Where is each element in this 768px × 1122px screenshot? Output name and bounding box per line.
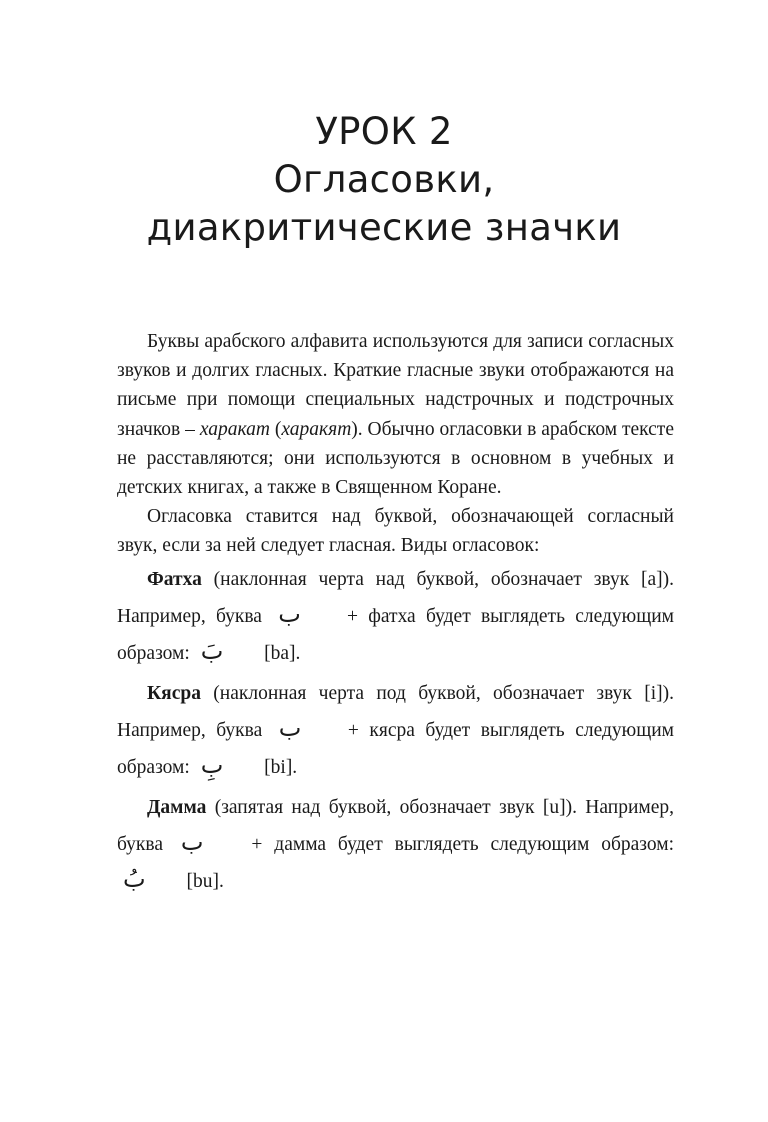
lesson-body <box>117 327 674 899</box>
damma-middle-text: + дамма будет выглядеть следующим образом: <box>251 833 675 855</box>
open-paren: ( <box>274 418 282 440</box>
fatha-term: Фатха <box>147 568 202 590</box>
lesson-heading <box>0 108 768 252</box>
kasra-example-letter: بِ <box>200 750 224 779</box>
fatha-middle-text: + фатха будет выглядеть следующим образом: <box>117 605 675 664</box>
damma-base-letter: ب <box>180 827 204 856</box>
kasra-middle-text: + кясра будет выглядеть следующим образом: <box>117 719 675 778</box>
fatha-description: (наклонная черта над буквой, обозначает звук [a]). Например, буква <box>117 568 674 627</box>
damma-description: (запятая над буквой, обозначает звук [u]). Например, буква <box>117 796 674 855</box>
term-harakat: харакат <box>199 418 270 440</box>
damma-sound: [bu]. <box>186 870 224 892</box>
intro-text-b: ). Обычно огласовки в арабском тексте не расставляются; они используются в основном в учебных и детских книгах, а также в Священном Коране. <box>117 418 674 499</box>
lesson-number: УРОК 2 <box>315 110 453 153</box>
kasra-paragraph <box>117 677 674 785</box>
definition-paragraph <box>117 502 674 560</box>
lesson-title-line-2: диакритические значки <box>146 206 622 249</box>
fatha-example-letter: بَ <box>200 636 224 665</box>
kasra-term: Кясра <box>147 682 201 704</box>
fatha-base-letter: ب <box>278 599 301 628</box>
kasra-description: (наклонная черта под буквой, обозначает звук [i]). Например, буква <box>117 682 674 741</box>
kasra-base-letter: ب <box>278 713 302 742</box>
damma-example-letter: بُ <box>123 864 146 893</box>
term-harakyat: харакят <box>281 418 352 440</box>
intro-text-a: Буквы арабского алфавита используются для записи согласных звуков и долгих гласных. Краткие гласные звуки отображаются на письме при помощи специальных надстрочных и подстрочных значков – <box>117 331 674 440</box>
definition-text: Огласовка ставится над буквой, обозначающей согласный звук, если за ней следует гласная. Виды огласовок: <box>117 506 674 557</box>
lesson-title-line-1: Огласовки, <box>273 158 495 201</box>
fatha-paragraph <box>117 563 674 671</box>
intro-paragraph <box>117 327 674 502</box>
fatha-sound: [ba]. <box>264 642 301 664</box>
damma-term: Дамма <box>147 796 207 818</box>
damma-paragraph <box>117 791 674 899</box>
kasra-sound: [bi]. <box>264 756 298 778</box>
